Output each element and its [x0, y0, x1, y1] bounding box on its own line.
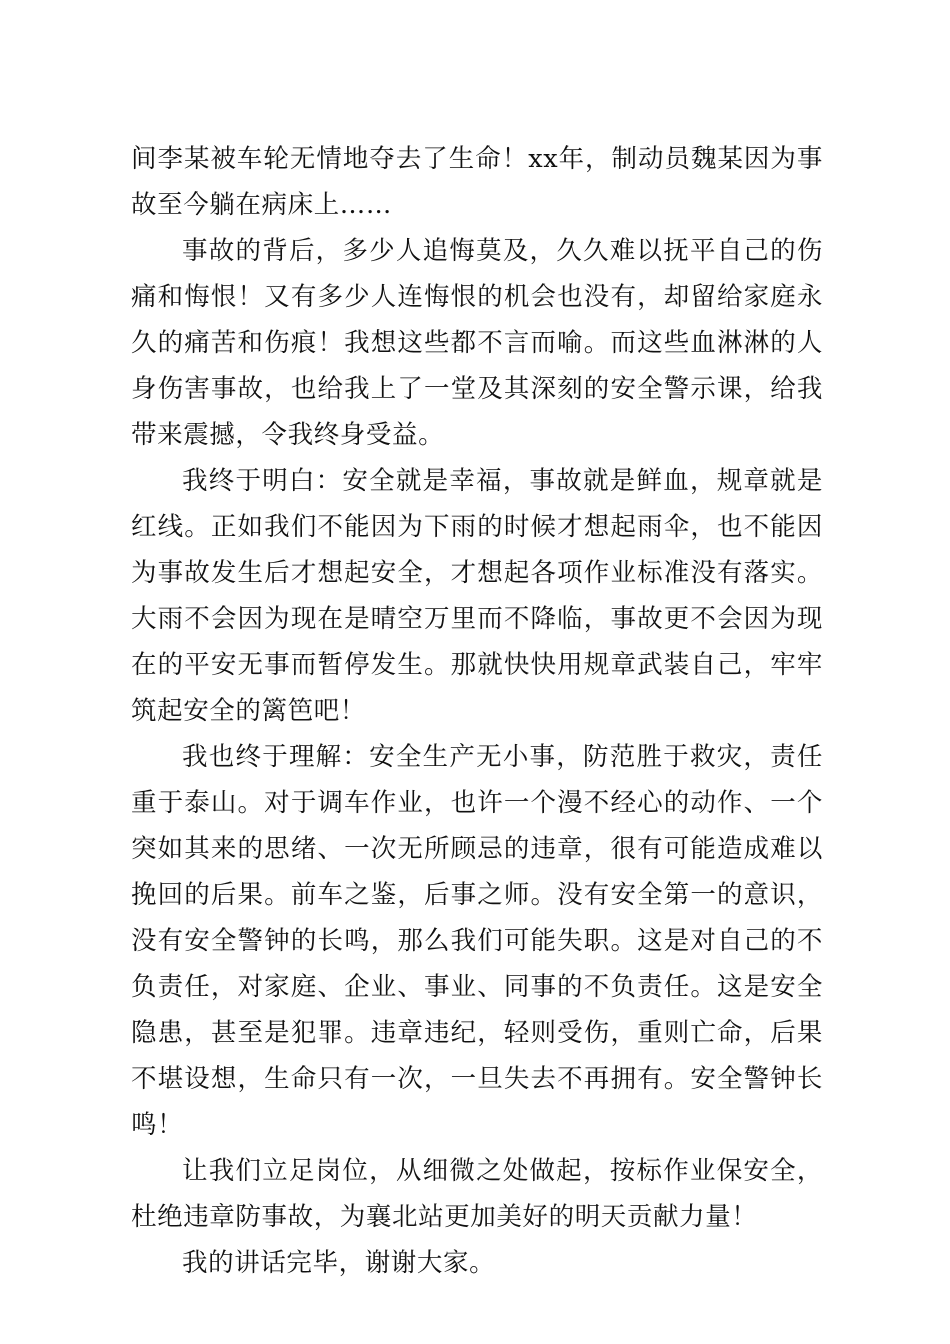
paragraph-safety-responsibility: 我也终于理解：安全生产无小事，防范胜于救灾，责任重于泰山。对于调车作业，也许一个漫不经心的动作、一个突如其来的思绪、一次无所顾忌的违章，很有可能造成难以挽回的后果。前车之鉴，后事之师。没有安全第一的意识，没有安全警钟的长鸣，那么我们可能失职。这是对自己的不负责任，对家庭、企业、事业、同事的不负责任。这是安全隐患，甚至是犯罪。违章违纪，轻则受伤，重则亡命，后果不堪设想，生命只有一次，一旦失去不再拥有。安全警钟长鸣！	[131, 742, 823, 1140]
document-body	[131, 136, 823, 1286]
paragraph-safety-is-happiness: 我终于明白：安全就是幸福，事故就是鲜血，规章就是红线。正如我们不能因为下雨的时候才想起雨伞，也不能因为事故发生后才想起安全，才想起各项作业标准没有落实。大雨不会因为现在是晴空万里而不降临，事故更不会因为现在的平安无事而暂停发生。那就快快用规章武装自己，牢牢筑起安全的篱笆吧！	[131, 466, 823, 726]
paragraph-continued-accident-list: 间李某被车轮无情地夺去了生命！xx年，制动员魏某因为事故至今躺在病床上……	[131, 144, 823, 220]
paragraph-call-to-action: 让我们立足岗位，从细微之处做起，按标作业保安全，杜绝违章防事故，为襄北站更加美好的明天贡献力量！	[131, 1156, 823, 1232]
paragraph-closing: 我的讲话完毕，谢谢大家。	[182, 1248, 496, 1278]
paragraph-accident-aftermath: 事故的背后，多少人追悔莫及，久久难以抚平自己的伤痛和悔恨！又有多少人连悔恨的机会也没有，却留给家庭永久的痛苦和伤痕！我想这些都不言而喻。而这些血淋淋的人身伤害事故，也给我上了一堂及其深刻的安全警示课，给我带来震撼，令我终身受益。	[131, 236, 823, 450]
